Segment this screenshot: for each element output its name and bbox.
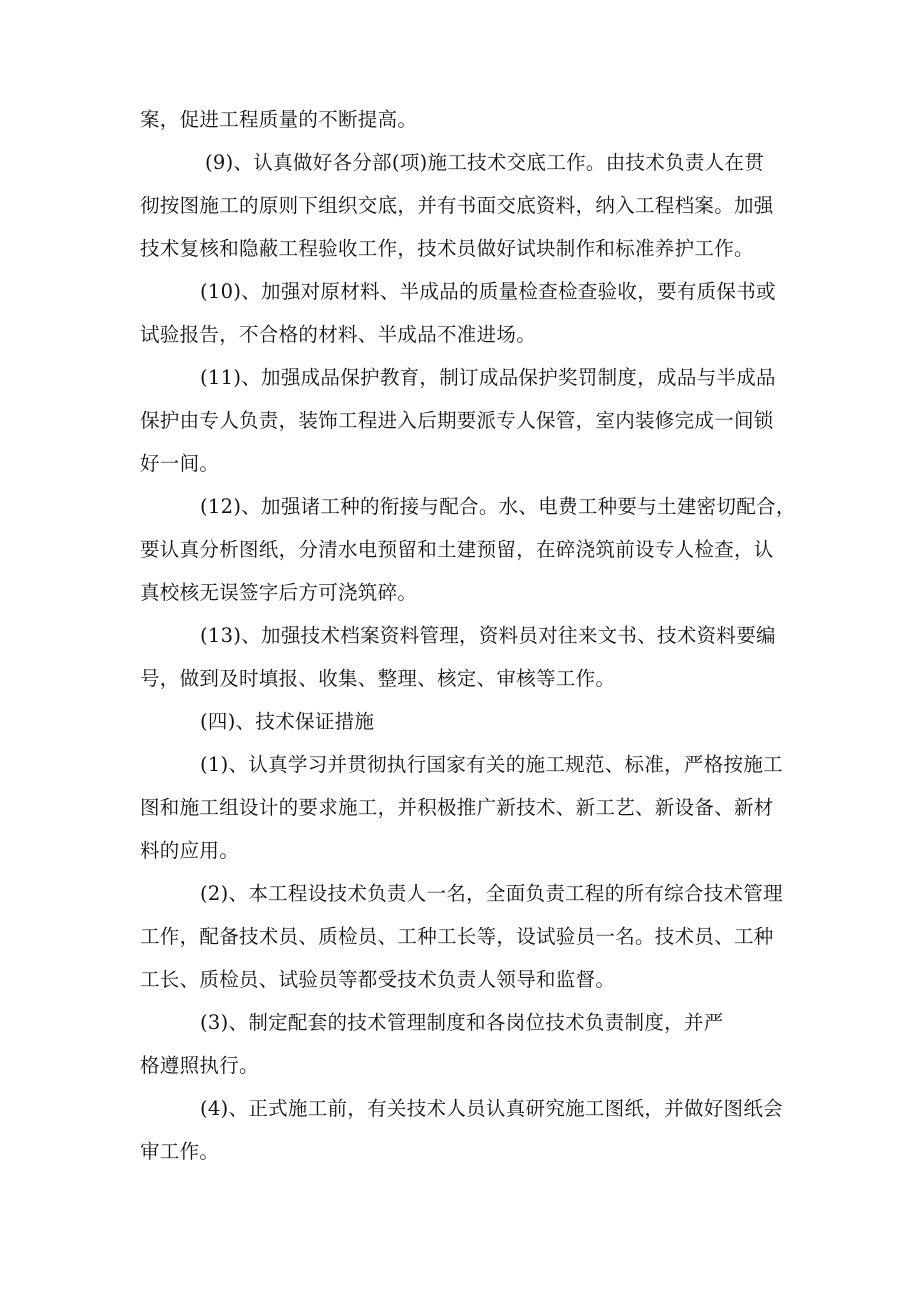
text-line: 格遵照执行。 [140,1054,259,1077]
text-line: 要认真分析图纸，分清水电预留和土建预留，在碎浇筑前设专人检查，认 [140,538,774,561]
text-line: 彻按图施工的原则下组织交底，并有书面交底资料，纳入工程档案。加强 [140,194,774,217]
text-line: 料的应用。 [140,839,240,862]
text-line: (1)、认真学习并贯彻执行国家有关的施工规范、标准，严格按施工 [200,753,783,776]
text-line: 好一间。 [140,452,220,475]
text-line: (13)、加强技术档案资料管理，资料员对往来文书、技术资料要编 [200,624,776,647]
text-line: (10)、加强对原材料、半成品的质量检查检查验收，要有质保书或 [200,280,776,303]
text-line: 案，促进工程质量的不断提高。 [140,108,418,131]
text-line: 图和施工组设计的要求施工，并积极推广新技术、新工艺、新设备、新材 [140,796,774,819]
text-line: 号，做到及时填报、收集、整理、核定、审核等工作。 [140,667,616,690]
text-line: 审工作。 [140,1140,220,1163]
section-heading: (四)、技术保证措施 [200,710,375,733]
text-line: 工长、质检员、试验员等都受技术负责人领导和监督。 [140,968,616,991]
text-line: 技术复核和隐蔽工程验收工作，技术员做好试块制作和标准养护工作。 [140,237,754,260]
text-line: 工作，配备技术员、质检员、工种工长等，设试验员一名。技术员、工种 [140,925,774,948]
text-line: (9)、认真做好各分部(项)施工技术交底工作。由技术负责人在贯 [205,151,765,174]
text-line: (2)、本工程设技术负责人一名，全面负责工程的所有综合技术管理 [200,882,783,905]
text-line: (12)、加强诸工种的衔接与配合。水、电费工种要与土建密切配合， [200,495,796,518]
text-line: 试验报告，不合格的材料、半成品不准进场。 [140,323,537,346]
text-line: 真校核无误签字后方可浇筑碎。 [140,581,418,604]
text-line: (4)、正式施工前，有关技术人员认真研究施工图纸，并做好图纸会 [200,1097,783,1120]
text-line: (11)、加强成品保护教育，制订成品保护奖罚制度，成品与半成品 [200,366,776,389]
text-line: 保护由专人负责，装饰工程进入后期要派专人保管，室内装修完成一间锁 [140,409,774,432]
text-line: (3)、制定配套的技术管理制度和各岗位技术负责制度，并严 [200,1011,724,1034]
